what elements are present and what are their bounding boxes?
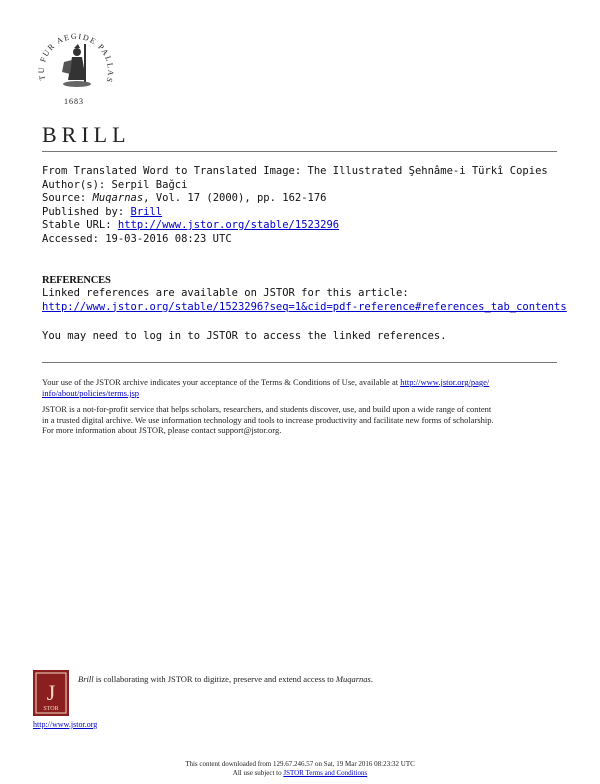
collab-end: . xyxy=(370,674,373,684)
login-note: You may need to log in to JSTOR to access the linked references. xyxy=(42,330,447,342)
stable-url-link[interactable]: http://www.jstor.org/stable/1523296 xyxy=(117,219,340,231)
references-heading: REFERENCES xyxy=(42,275,111,286)
citation-block xyxy=(42,165,557,246)
footer-line1: This content downloaded from 129.67.246.57 on Sat, 19 Mar 2016 08:23:32 UTC xyxy=(185,760,415,768)
brill-seal-logo xyxy=(34,22,118,110)
collab-middle: is collaborating with JSTOR to digitize, preserve and extend access to xyxy=(93,674,336,684)
terms-link-part1[interactable]: http://www.jstor.org/page/ xyxy=(400,377,490,387)
references-divider xyxy=(42,362,557,363)
jstor-home-link[interactable]: http://www.jstor.org xyxy=(33,720,98,729)
authors-line xyxy=(42,179,557,193)
svg-text:J: J xyxy=(46,680,56,705)
publisher-link[interactable]: Brill xyxy=(130,205,163,218)
jstor-about-paragraph xyxy=(42,404,557,436)
stable-url-label: Stable URL: xyxy=(42,219,112,231)
authors-label: Author(s): xyxy=(42,178,106,191)
terms-paragraph xyxy=(42,377,557,398)
seal-year: 1683 xyxy=(64,97,84,106)
stable-url-line xyxy=(42,219,557,233)
published-line xyxy=(42,206,557,220)
jstor-about-line2: in a trusted digital archive. We use information technology and tools to increase productivity and facilitate new forms of scholarship. xyxy=(42,414,494,425)
references-section xyxy=(42,274,567,314)
jstor-about-line1: JSTOR is a not-for-profit service that helps scholars, researchers, and students discover, use, and build upon a wide range of content xyxy=(42,404,492,414)
references-link[interactable]: http://www.jstor.org/stable/1523296?seq=1&cid=pdf-reference#references_tab_contents xyxy=(42,300,567,313)
terms-section xyxy=(42,377,557,442)
footer-line2-text: All use subject to xyxy=(232,768,284,777)
jstor-about-line3: For more information about JSTOR, please contact support@jstor.org. xyxy=(42,425,282,435)
jstor-logo xyxy=(33,670,69,716)
authors-value: Serpil Bağci xyxy=(111,178,188,191)
footer-line2 xyxy=(0,769,600,778)
source-label: Source: xyxy=(42,192,87,204)
terms-text: Your use of the JSTOR archive indicates your acceptance of the Terms & Conditions of Use, available at xyxy=(42,377,399,387)
published-label: Published by: xyxy=(42,205,125,218)
svg-text:STOR: STOR xyxy=(43,706,59,712)
footer-terms-link[interactable]: JSTOR Terms and Conditions xyxy=(283,768,368,777)
header-divider xyxy=(42,151,557,152)
seal-motto: TU FUR AEGIDE PALLAS xyxy=(36,31,116,85)
source-detail: , Vol. 17 (2000), pp. 162-176 xyxy=(143,192,327,204)
references-intro: Linked references are available on JSTOR for this article: xyxy=(42,287,409,299)
download-footer xyxy=(0,760,600,777)
collab-brill: Brill xyxy=(78,674,94,684)
collaboration-note xyxy=(78,674,373,684)
collab-journal: Muqarnas xyxy=(335,674,371,684)
brill-wordmark: BRILL xyxy=(42,122,131,147)
article-title: From Translated Word to Translated Image: The Illustrated Şehnâme-i Türkî Copies xyxy=(42,165,548,177)
terms-link-part2[interactable]: info/about/policies/terms.jsp xyxy=(42,387,140,398)
source-journal: Muqarnas xyxy=(92,192,144,204)
accessed-line: Accessed: 19-03-2016 08:23 UTC xyxy=(42,232,232,245)
source-line xyxy=(42,192,557,206)
